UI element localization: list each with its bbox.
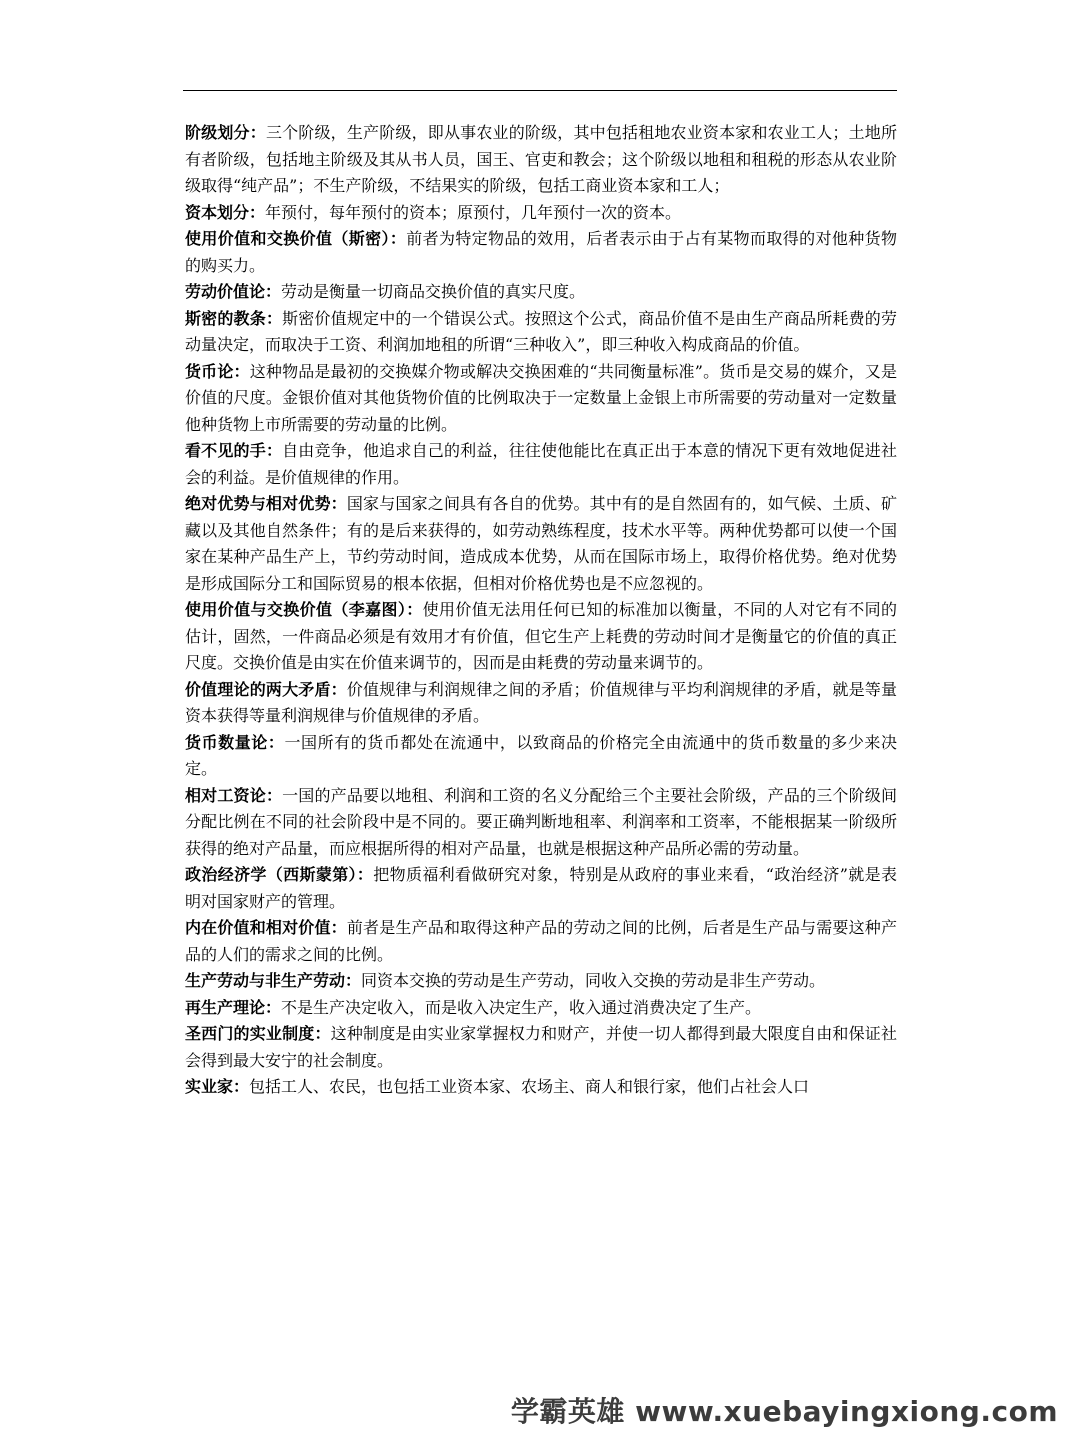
entry-term: 生产劳动与非生产劳动 xyxy=(185,971,346,990)
entry-term: 圣西门的实业制度 xyxy=(185,1024,315,1043)
entry-definition: 不是生产决定收入，而是收入决定生产，收入通过消费决定了生产。 xyxy=(281,997,762,1017)
entry-term: 内在价值和相对价值 xyxy=(185,918,331,937)
entry-separator: ： xyxy=(330,494,347,513)
entry-separator: ： xyxy=(249,123,266,142)
document-body xyxy=(185,120,897,1101)
entry-jieji-huafen xyxy=(185,120,897,200)
header-rule xyxy=(183,90,897,91)
entry-huobi-lun xyxy=(185,359,897,439)
entry-definition: 年预付，每年预付的资本；原预付，几年预付一次的资本。 xyxy=(265,202,682,222)
entry-productive-labor xyxy=(185,968,897,995)
entry-definition: 使用价值无法用任何已知的标准加以衡量，不同的人对它有不同的估计，固然，一件商品必须是有效用才有价值，但它生产上耗费的劳动时间才是衡量它的价值的真正尺度。交换价值是由实在价值来调节的，因而是由耗费的劳动量来调节的。 xyxy=(185,600,897,672)
entry-absolute-relative-advantage xyxy=(185,491,897,597)
entry-definition: 斯密价值规定中的一个错误公式。按照这个公式，商品价值不是由生产商品所耗费的劳动量决定，而取决于工资、利润加地租的所谓“三种收入”，即三种收入构成商品的价值。 xyxy=(185,308,897,354)
entry-term: 绝对优势与相对优势 xyxy=(185,494,331,513)
entry-term: 货币论 xyxy=(185,361,234,381)
entry-term: 使用价值和交换价值（斯密） xyxy=(185,229,390,248)
entry-separator: ： xyxy=(314,1024,331,1043)
entry-intrinsic-relative-value xyxy=(185,915,897,968)
entry-reproduction-theory xyxy=(185,995,897,1022)
entry-separator: ： xyxy=(265,785,283,805)
entry-term: 看不见的手 xyxy=(185,441,266,460)
entry-definition: 这种物品是最初的交换媒介物或解决交换困难的“共同衡量标准”。货币是交易的媒介，又是价值的尺度。金银价值对其他货物价值的比例取决于一定数量上金银上市所需要的劳动量对一定数量他种货物上市所需要的劳动量的比例。 xyxy=(185,361,897,434)
entry-term: 价值理论的两大矛盾 xyxy=(185,679,331,699)
entry-invisible-hand xyxy=(185,438,897,491)
entry-definition: 这种制度是由实业家掌握权力和财产，并使一切人都得到最大限度自由和保证社会得到最大安宁的社会制度。 xyxy=(185,1024,897,1070)
entry-separator: ： xyxy=(406,600,423,619)
entry-separator: ： xyxy=(249,202,266,222)
entry-separator: ： xyxy=(265,282,282,301)
entry-ziben-huafen xyxy=(185,200,897,227)
entry-definition: 一国所有的货币都处在流通中，以致商品的价格完全由流通中的货币数量的多少来决定。 xyxy=(185,732,897,778)
entry-separator: ： xyxy=(267,732,285,752)
entry-definition: 三个阶级，生产阶级，即从事农业的阶级，其中包括租地农业资本家和农业工人；土地所有者阶级，包括地主阶级及其从书人员，国王、官吏和教会；这个阶级以地租和租税的形态从农业阶级取得“纯产品”；不生产阶级，不结果实的阶级，包括工商业资本家和工人； xyxy=(185,123,897,195)
entry-term: 阶级划分 xyxy=(185,123,250,142)
entry-smith-dogma xyxy=(185,306,897,359)
entry-separator: ： xyxy=(265,441,283,460)
entry-definition: 一国的产品要以地租、利润和工资的名义分配给三个主要社会阶级，产品的三个阶级间分配比例在不同的社会阶段中是不同的。要正确判断地租率、利润率和工资率，不能根据某一阶级所获得的绝对产品量，而应根据所得的相对产品量，也就是根据这种产品所必需的劳动量。 xyxy=(185,785,897,858)
site-watermark: 学霸英雄 www.xuebayingxiong.com xyxy=(510,1395,1058,1428)
entry-separator: ： xyxy=(330,679,347,699)
entry-separator: ： xyxy=(233,1077,250,1096)
entry-definition: 前者是生产品和取得这种产品的劳动之间的比例，后者是生产品与需要这种产品的人们的需求之间的比例。 xyxy=(185,918,897,964)
entry-definition: 同资本交换的劳动是生产劳动，同收入交换的劳动是非生产劳动。 xyxy=(361,971,826,990)
entry-separator: ： xyxy=(265,997,282,1017)
entry-laodong-jiazhi-lun xyxy=(185,279,897,306)
entry-definition: 包括工人、农民，也包括工业资本家、农场主、商人和银行家，他们占社会人口 xyxy=(249,1077,810,1096)
entry-term: 相对工资论 xyxy=(185,785,266,805)
entry-relative-wage xyxy=(185,783,897,863)
entry-saint-simon-system xyxy=(185,1021,897,1074)
entry-definition: 国家与国家之间具有各自的优势。其中有的是自然固有的，如气候、土质、矿藏以及其他自然条件；有的是后来获得的，如劳动熟练程度，技术水平等。两种优势都可以使一个国家在某种产品生产上，节约劳动时间，造成成本优势，从而在国际市场上，取得价格优势。绝对优势是形成国际分工和国际贸易的根本依据，但相对价格优势也是不应忽视的。 xyxy=(185,494,897,593)
entry-definition: 价值规律与利润规律之间的矛盾；价值规律与平均利润规律的矛盾，就是等量资本获得等量利润规律与价值规律的矛盾。 xyxy=(185,679,897,725)
entry-term: 实业家 xyxy=(185,1077,234,1096)
entry-term: 再生产理论 xyxy=(185,997,266,1017)
entry-quantity-theory xyxy=(185,730,897,783)
entry-term: 劳动价值论 xyxy=(185,282,266,301)
entry-term: 斯密的教条 xyxy=(185,308,266,328)
entry-term: 政治经济学（西斯蒙第） xyxy=(185,865,357,884)
entry-definition: 自由竞争，他追求自己的利益，往往使他能比在真正出于本意的情况下更有效地促进社会的利益。是价值规律的作用。 xyxy=(185,441,897,487)
entry-separator: ： xyxy=(330,918,347,937)
entry-separator: ： xyxy=(233,361,250,381)
entry-definition: 前者为特定物品的效用，后者表示由于占有某物而取得的对他种货物的购买力。 xyxy=(185,229,897,275)
entry-political-economy-sismondi xyxy=(185,862,897,915)
entry-shiyong-jiaohuan-smith xyxy=(185,226,897,279)
entry-term: 货币数量论 xyxy=(185,732,268,752)
entry-separator: ： xyxy=(356,865,374,884)
entry-separator: ： xyxy=(345,971,362,990)
entry-term: 使用价值与交换价值（李嘉图） xyxy=(185,600,407,619)
entry-definition: 把物质福利看做研究对象，特别是从政府的事业来看，“政治经济”就是表明对国家财产的管理。 xyxy=(185,865,897,911)
entry-shiyong-jiaohuan-ricardo xyxy=(185,597,897,677)
entry-two-contradictions xyxy=(185,677,897,730)
entry-definition: 劳动是衡量一切商品交换价值的真实尺度。 xyxy=(281,282,586,301)
entry-separator: ： xyxy=(389,229,407,248)
entry-industrialists xyxy=(185,1074,897,1101)
entry-term: 资本划分 xyxy=(185,202,250,222)
entry-separator: ： xyxy=(265,308,283,328)
